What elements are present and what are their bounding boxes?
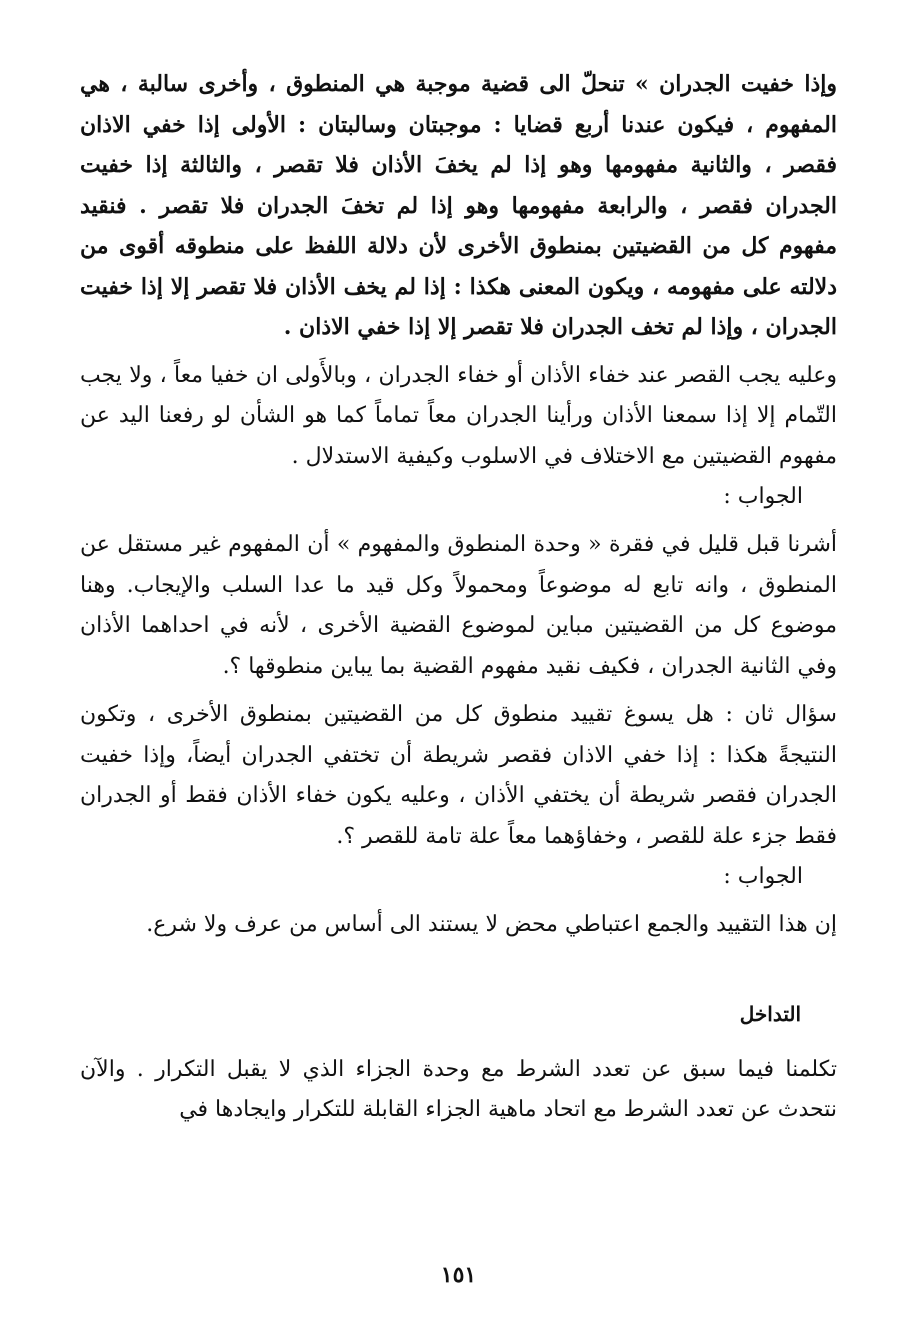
paragraph-tadakhul: تكلمنا فيما سبق عن تعدد الشرط مع وحدة الجزاء الذي لا يقبل التكرار . والآن نتحدث عن تعدد الشرط مع اتحاد ماهية الجزاء القابلة للتكرار وايجادها في — [80, 1056, 837, 1122]
page-number: ١٥١ — [440, 1262, 477, 1288]
paragraph-answer-2: إن هذا التقييد والجمع اعتباطي محض لا يستند الى أساس من عرف ولا شرع. — [146, 912, 837, 937]
section-heading: التداخل — [739, 1001, 801, 1026]
answer-label-2: الجواب : — [723, 864, 803, 889]
paragraph-second-question: سؤال ثان : هل يسوغ تقييد منطوق كل من القضيتين بمنطوق الأخرى ، وتكون النتيجةً هكذا : إذا خفي الاذان فقصر شريطة أن تختفي الجدران أيضاً، وإذا خفيت الجدران فقصر شريطة أن يختفي الأذان ، وعليه يكون خفاء الأذان فقط أو الجدران فقط جزء علة للقصر ، وخفاؤهما معاً علة تامة للقصر ؟. — [80, 702, 837, 849]
paragraph-answer-1: أشرنا قبل قليل في فقرة « وحدة المنطوق والمفهوم » أن المفهوم غير مستقل عن المنطوق ، وانه تابع له موضوعاً ومحمولاً وكل قيد ما عدا السلب والإيجاب. وهنا موضوع كل من القضيتين مباين لموضوع القضية الأخرى ، لأنه في احداهما الأذان وفي الثانية الجدران ، فكيف نقيد مفهوم القضية بما يباين منطوقها ؟. — [80, 532, 837, 679]
paragraph-conditions: وإذا خفيت الجدران » تنحلّ الى قضية موجبة هي المنطوق ، وأخرى سالبة ، هي المفهوم ، فيكون عندنا أربع قضايا : موجبتان وسالبتان : الأولى إذا خفي الاذان فقصر ، والثانية مفهومها وهو إذا لم يخفَ الأذان فلا تقصر ، والثالثة إذا خفيت الجدران فقصر ، والرابعة مفهومها وهو إذا لم تخفَ الجدران فلا تقصر . فنقيد مفهوم كل من القضيتين بمنطوق الأخرى لأن دلالة اللفظ على منطوقه أقوى من دلالته على مفهومه ، ويكون المعنى هكذا : إذا لم يخف الأذان فلا تقصر إلا إذا خفيت الجدران ، وإذا لم تخف الجدران فلا تقصر إلا إذا خفي الاذان . — [80, 71, 837, 340]
paragraph-qasr-ruling: وعليه يجب القصر عند خفاء الأذان أو خفاء الجدران ، وبالأَولى ان خفيا معاً ، ولا يجب التّمام إلا إذا سمعنا الأذان ورأينا الجدران معاً تماماً كما هو الشأن لو رفعنا اليد عن مفهوم القضيتين مع الاختلاف في الاسلوب وكيفية الاستدلال . — [80, 362, 837, 469]
answer-label-1: الجواب : — [723, 484, 803, 509]
